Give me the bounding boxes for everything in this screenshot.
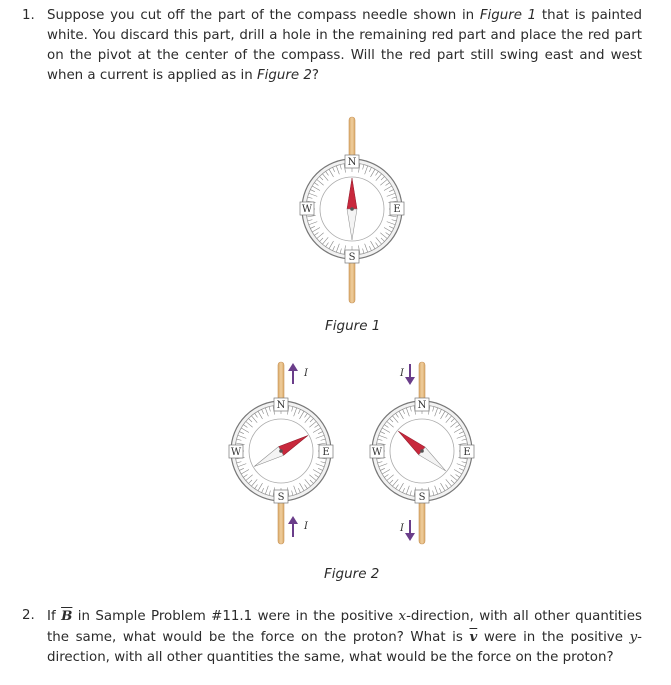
compass-e: E bbox=[322, 447, 330, 458]
current-arrow-up-bottom bbox=[288, 516, 298, 537]
compass-e: E bbox=[393, 204, 401, 215]
question-2 bbox=[22, 606, 642, 668]
figure-1-reference: Figure 1 bbox=[479, 8, 537, 23]
figure-2-left-compass bbox=[229, 362, 333, 544]
compass-n: N bbox=[276, 400, 286, 411]
figure-1-compass bbox=[300, 117, 404, 303]
current-arrow-down-bottom bbox=[405, 520, 415, 541]
question-1-text: Suppose you cut off the part of the compass needle shown in Figure 1 that is painted white. You discard this part, drill a hole in the remaining red part and place the red part on the pivot at the center of the compass. Will the red part still swing east and west when a current is applied as in Figure 2? bbox=[47, 8, 642, 83]
figure-2-right-compass bbox=[370, 362, 474, 544]
current-arrow-down-top bbox=[405, 364, 415, 385]
compass-n: N bbox=[417, 400, 427, 411]
figure-2-reference: Figure 2 bbox=[256, 68, 312, 83]
current-label: I bbox=[304, 521, 308, 532]
compass-s: S bbox=[277, 492, 285, 503]
compass-s: S bbox=[348, 252, 356, 263]
question-2-text: If $\overline{B}$ in Sample Problem #11.1 were in the positive x-direction, with all other quantities the same, what would be the force on the proton? What is $\overline{v}$ were in the positive y-direction, with all other quantities the same, what would be the force on the proton? bbox=[47, 608, 642, 665]
current-label: I bbox=[400, 523, 404, 534]
vector-b: $\overline{B}$ bbox=[61, 608, 73, 624]
vector-v: $\overline{v}$ bbox=[469, 629, 478, 645]
question-1-number: 1. bbox=[22, 8, 35, 23]
current-label: I bbox=[304, 368, 308, 379]
compass-w: W bbox=[230, 447, 242, 458]
compass-n: N bbox=[347, 157, 357, 168]
question-2-number: 2. bbox=[22, 608, 35, 623]
figure-1-caption: Figure 1 bbox=[325, 318, 381, 334]
current-arrow-up-top bbox=[288, 363, 298, 384]
compass-e: E bbox=[463, 447, 471, 458]
compass-w: W bbox=[301, 204, 313, 215]
compass-w: W bbox=[371, 447, 383, 458]
compass-s: S bbox=[418, 492, 426, 503]
pivot bbox=[350, 207, 354, 211]
current-label: I bbox=[400, 368, 404, 379]
figure-2-caption: Figure 2 bbox=[324, 566, 380, 582]
